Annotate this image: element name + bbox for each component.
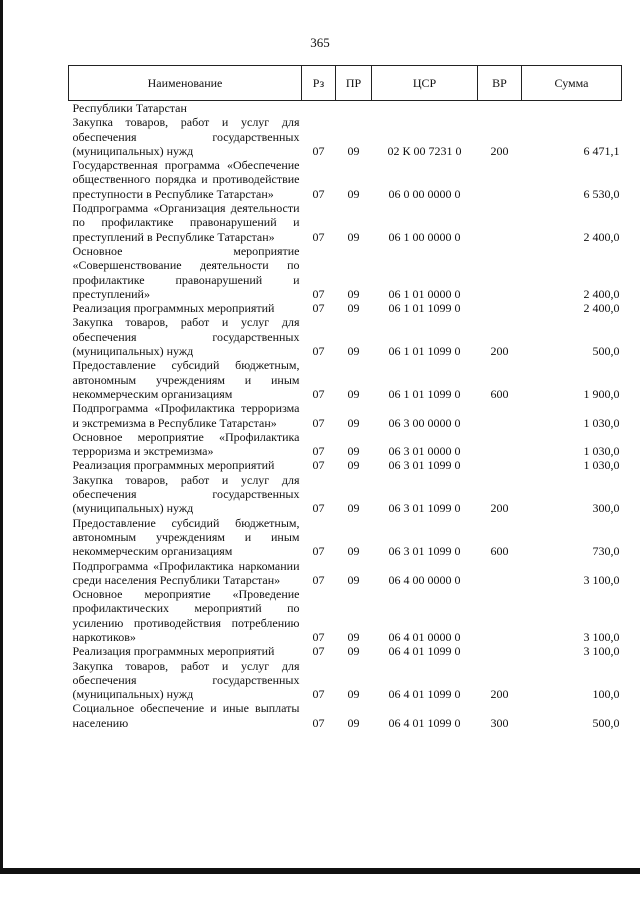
cell-name: Подпрограмма «Профилактика наркомании среди населения Республики Татарстан» xyxy=(72,558,300,587)
cell-csr: 06 4 01 1099 0 xyxy=(388,644,461,659)
cell-rz: 07 xyxy=(312,629,325,644)
cell-csr xyxy=(372,101,478,116)
cell-vr: 200 xyxy=(490,344,509,359)
cell-rz xyxy=(302,101,336,116)
cell-name: Закупка товаров, работ и услуг для обеспечения государственных (муниципальных) нужд xyxy=(72,472,300,516)
cell-sum: 300,0 xyxy=(592,501,620,516)
cell-rz: 07 xyxy=(312,229,325,244)
cell-name: Предоставление субсидий бюджетным, автономным учреждениям и иным некоммерческим организациям xyxy=(72,515,300,559)
cell-pr: 09 xyxy=(347,415,360,430)
cell-pr: 09 xyxy=(347,572,360,587)
cell-vr xyxy=(478,301,522,315)
cell-csr: 06 4 00 0000 0 xyxy=(388,572,461,587)
cell-pr: 09 xyxy=(347,544,360,559)
cell-rz: 07 xyxy=(312,444,325,459)
cell-vr: 200 xyxy=(490,501,509,516)
cell-vr xyxy=(478,644,522,658)
cell-pr: 09 xyxy=(347,229,360,244)
budget-table xyxy=(68,65,622,730)
table-row xyxy=(69,358,622,401)
cell-pr: 09 xyxy=(347,444,360,459)
cell-pr xyxy=(336,101,372,116)
scan-left-edge xyxy=(0,0,3,874)
table-row xyxy=(69,101,622,116)
cell-vr xyxy=(478,101,522,116)
table-row xyxy=(69,115,622,158)
cell-vr xyxy=(478,559,522,588)
table-row xyxy=(69,244,622,301)
cell-sum xyxy=(522,101,622,116)
cell-pr: 09 xyxy=(347,301,360,316)
cell-csr: 06 1 01 1099 0 xyxy=(388,386,461,401)
cell-sum: 500,0 xyxy=(592,715,620,730)
cell-sum: 3 100,0 xyxy=(583,644,620,659)
cell-name: Реализация программных мероприятий xyxy=(72,458,275,473)
cell-rz: 07 xyxy=(312,687,325,702)
cell-csr: 06 1 01 1099 0 xyxy=(388,344,461,359)
cell-rz: 07 xyxy=(312,501,325,516)
cell-sum: 2 400,0 xyxy=(583,229,620,244)
header-pr: ПР xyxy=(336,66,372,101)
cell-sum: 2 400,0 xyxy=(583,286,620,301)
cell-name: Основное мероприятие «Профилактика терроризма и экстремизма» xyxy=(72,429,300,459)
table-row xyxy=(69,659,622,702)
table-row xyxy=(69,559,622,588)
cell-sum: 1 030,0 xyxy=(583,444,620,459)
cell-rz: 07 xyxy=(312,544,325,559)
cell-pr: 09 xyxy=(347,458,360,473)
cell-csr: 06 3 01 1099 0 xyxy=(388,544,461,559)
cell-rz: 07 xyxy=(312,344,325,359)
table-header-row xyxy=(69,66,622,101)
table-row xyxy=(69,458,622,472)
cell-csr: 06 3 01 1099 0 xyxy=(388,458,461,473)
cell-name: Государственная программа «Обеспечение общественного порядка и противодействие преступности в Республике Татарстан» xyxy=(72,158,300,201)
cell-sum: 500,0 xyxy=(592,344,620,359)
table-row xyxy=(69,158,622,201)
cell-csr: 06 4 01 1099 0 xyxy=(388,715,461,730)
table-row xyxy=(69,701,622,730)
table-row xyxy=(69,401,622,430)
cell-name: Закупка товаров, работ и услуг для обеспечения государственных (муниципальных) нужд xyxy=(72,315,300,359)
cell-rz: 07 xyxy=(312,572,325,587)
cell-name: Закупка товаров, работ и услуг для обеспечения государственных (муниципальных) нужд xyxy=(72,115,300,158)
cell-vr xyxy=(478,430,522,459)
cell-vr: 200 xyxy=(490,143,509,158)
cell-csr: 06 3 00 0000 0 xyxy=(388,415,461,430)
cell-csr: 06 3 01 0000 0 xyxy=(388,444,461,459)
cell-rz: 07 xyxy=(312,644,325,659)
cell-rz: 07 xyxy=(312,415,325,430)
cell-sum: 100,0 xyxy=(592,687,620,702)
scan-bottom-edge xyxy=(0,868,640,874)
cell-vr: 600 xyxy=(490,544,509,559)
cell-vr xyxy=(478,458,522,472)
page-number: 365 xyxy=(310,35,330,50)
header-csr: ЦСР xyxy=(372,66,478,101)
cell-rz: 07 xyxy=(312,301,325,316)
cell-rz: 07 xyxy=(312,286,325,301)
table-row xyxy=(69,587,622,644)
cell-csr: 06 1 01 1099 0 xyxy=(388,301,461,316)
cell-rz: 07 xyxy=(312,386,325,401)
table-row xyxy=(69,473,622,516)
cell-rz: 07 xyxy=(312,186,325,201)
cell-vr xyxy=(478,587,522,644)
cell-sum: 6 530,0 xyxy=(583,186,620,201)
cell-pr: 09 xyxy=(347,344,360,359)
table-row xyxy=(69,516,622,559)
cell-pr: 09 xyxy=(347,715,360,730)
cell-rz: 07 xyxy=(312,143,325,158)
cell-sum: 2 400,0 xyxy=(583,301,620,316)
cell-pr: 09 xyxy=(347,386,360,401)
cell-rz: 07 xyxy=(312,715,325,730)
cell-name: Реализация программных мероприятий xyxy=(72,644,275,659)
cell-pr: 09 xyxy=(347,687,360,702)
cell-pr: 09 xyxy=(347,644,360,659)
cell-name: Республики Татарстан xyxy=(72,101,187,115)
cell-csr: 02 К 00 7231 0 xyxy=(387,143,462,158)
cell-vr xyxy=(478,244,522,301)
cell-pr: 09 xyxy=(347,286,360,301)
header-vr: ВР xyxy=(478,66,522,101)
cell-sum: 1 030,0 xyxy=(583,458,620,473)
cell-csr: 06 3 01 1099 0 xyxy=(388,501,461,516)
cell-sum: 1 030,0 xyxy=(583,415,620,430)
cell-csr: 06 4 01 1099 0 xyxy=(388,687,461,702)
header-rz: Рз xyxy=(302,66,336,101)
cell-pr: 09 xyxy=(347,501,360,516)
cell-vr xyxy=(478,201,522,244)
cell-vr: 200 xyxy=(490,687,509,702)
cell-csr: 06 1 01 0000 0 xyxy=(388,286,461,301)
table-row xyxy=(69,201,622,244)
cell-vr: 600 xyxy=(490,386,509,401)
cell-name: Социальное обеспечение и иные выплаты населению xyxy=(72,701,300,730)
cell-name: Предоставление субсидий бюджетным, автономным учреждениям и иным некоммерческим организациям xyxy=(72,358,300,401)
cell-sum: 6 471,1 xyxy=(583,143,620,158)
cell-name: Закупка товаров, работ и услуг для обеспечения государственных (муниципальных) нужд xyxy=(72,658,300,702)
cell-pr: 09 xyxy=(347,186,360,201)
cell-name: Подпрограмма «Организация деятельности по профилактике правонарушений и преступлений в Республике Татарстан» xyxy=(72,201,300,244)
cell-sum: 730,0 xyxy=(592,544,620,559)
table-body xyxy=(69,101,622,731)
cell-name: Реализация программных мероприятий xyxy=(72,301,275,316)
cell-name: Основное мероприятие «Проведение профилактических мероприятий по усилению противодействия потреблению наркотиков» xyxy=(72,587,300,644)
cell-pr: 09 xyxy=(347,143,360,158)
table-row xyxy=(69,315,622,358)
cell-name: Основное мероприятие «Совершенствование деятельности по профилактике правонарушений и преступлений» xyxy=(72,243,300,301)
cell-vr xyxy=(478,158,522,201)
cell-sum: 3 100,0 xyxy=(583,572,620,587)
cell-csr: 06 4 01 0000 0 xyxy=(388,629,461,644)
header-name: Наименование xyxy=(69,66,302,101)
table-row xyxy=(69,430,622,459)
cell-csr: 06 1 00 0000 0 xyxy=(388,229,461,244)
cell-sum: 3 100,0 xyxy=(583,629,620,644)
cell-rz: 07 xyxy=(312,458,325,473)
cell-pr: 09 xyxy=(347,629,360,644)
cell-vr: 300 xyxy=(490,715,509,730)
cell-sum: 1 900,0 xyxy=(583,386,620,401)
header-sum: Сумма xyxy=(522,66,622,101)
cell-csr: 06 0 00 0000 0 xyxy=(388,186,461,201)
cell-vr xyxy=(478,401,522,430)
table-row xyxy=(69,644,622,658)
table-row xyxy=(69,301,622,315)
cell-name: Подпрограмма «Профилактика терроризма и экстремизма в Республике Татарстан» xyxy=(72,401,300,430)
